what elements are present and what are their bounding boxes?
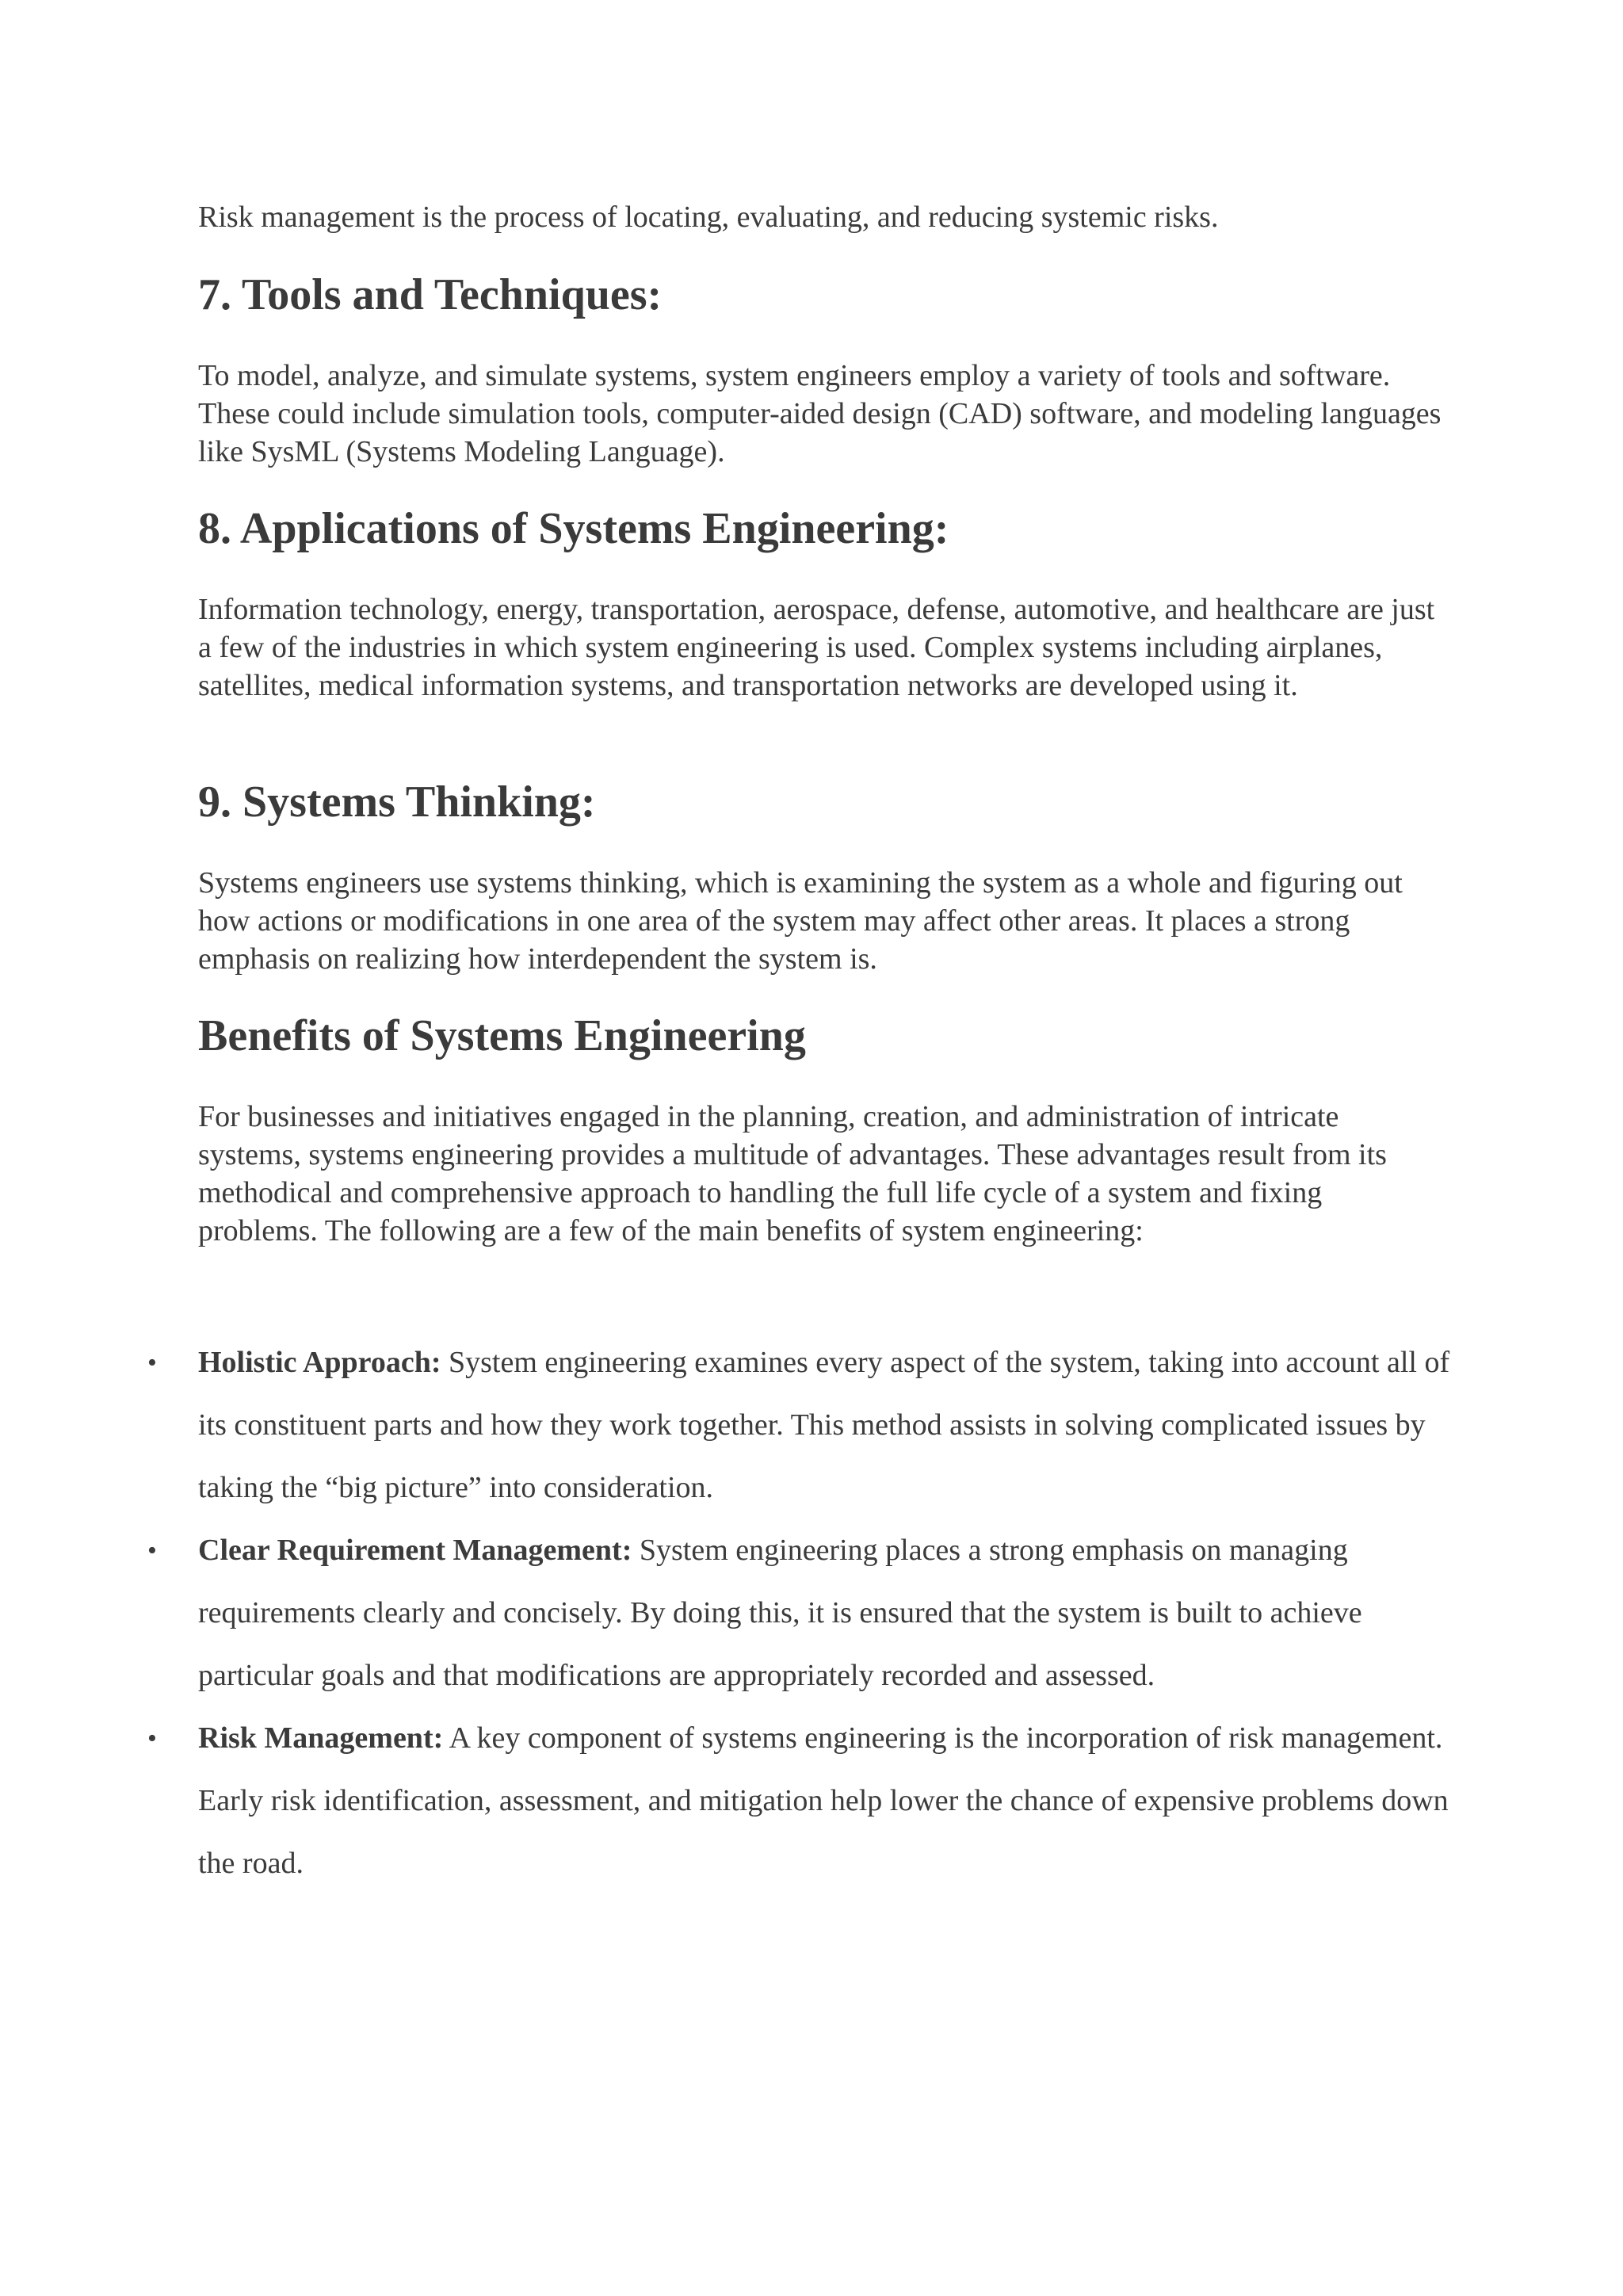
section-heading-benefits: Benefits of Systems Engineering [198, 1011, 806, 1060]
bullet-term: Risk Management: [198, 1721, 444, 1755]
bullet-marker: • [147, 1724, 157, 1753]
list-item [147, 1707, 1450, 1895]
section-body-tools: To model, analyze, and simulate systems, system engineers employ a variety of tools and software. These could include simulation tools, computer-aided design (CAD) software, and modeling languages like SysML (Systems Modeling Language). [198, 359, 1442, 468]
list-item [147, 1331, 1450, 1519]
intro-paragraph: Risk management is the process of locating, evaluating, and reducing systemic risks. [198, 201, 1219, 234]
section-heading-systems-thinking: 9. Systems Thinking: [198, 777, 596, 827]
benefits-list [147, 1331, 1450, 1895]
section-heading-applications: 8. Applications of Systems Engineering: [198, 504, 949, 553]
bullet-term: Holistic Approach: [198, 1346, 441, 1379]
section-body-applications: Information technology, energy, transportation, aerospace, defense, automotive, and healthcare are just a few of the industries in which system engineering is used. Complex systems including airplanes, satellites, medical information systems, and transportation networks are developed using it. [198, 593, 1435, 702]
section-body-benefits: For businesses and initiatives engaged in the planning, creation, and administration of intricate systems, systems engineering provides a multitude of advantages. These advantages result from its methodical and comprehensive approach to handling the full life cycle of a system and fixing problems. The following are a few of the main benefits of system engineering: [198, 1100, 1387, 1247]
section-heading-tools: 7. Tools and Techniques: [198, 270, 663, 319]
section-body-systems-thinking: Systems engineers use systems thinking, which is examining the system as a whole and figuring out how actions or modifications in one area of the system may affect other areas. It places a strong emphasis on realizing how interdependent the system is. [198, 866, 1403, 976]
bullet-marker: • [147, 1348, 157, 1377]
bullet-marker: • [147, 1536, 157, 1565]
bullet-text: A key component of systems engineering is the incorporation of risk management. Early risk identification, assessment, and mitigation help lower the chance of expensive problems down the road. [198, 1721, 1449, 1880]
bullet-term: Clear Requirement Management: [198, 1534, 632, 1567]
bullet-text: System engineering places a strong emphasis on managing requirements clearly and concisely. By doing this, it is ensured that the system is built to achieve particular goals and that modifications are appropriately recorded and assessed. [198, 1534, 1362, 1692]
bullet-text: System engineering examines every aspect of the system, taking into account all of its constituent parts and how they work together. This method assists in solving complicated issues by taking the “big picture” into consideration. [198, 1346, 1450, 1504]
list-item [147, 1519, 1450, 1707]
